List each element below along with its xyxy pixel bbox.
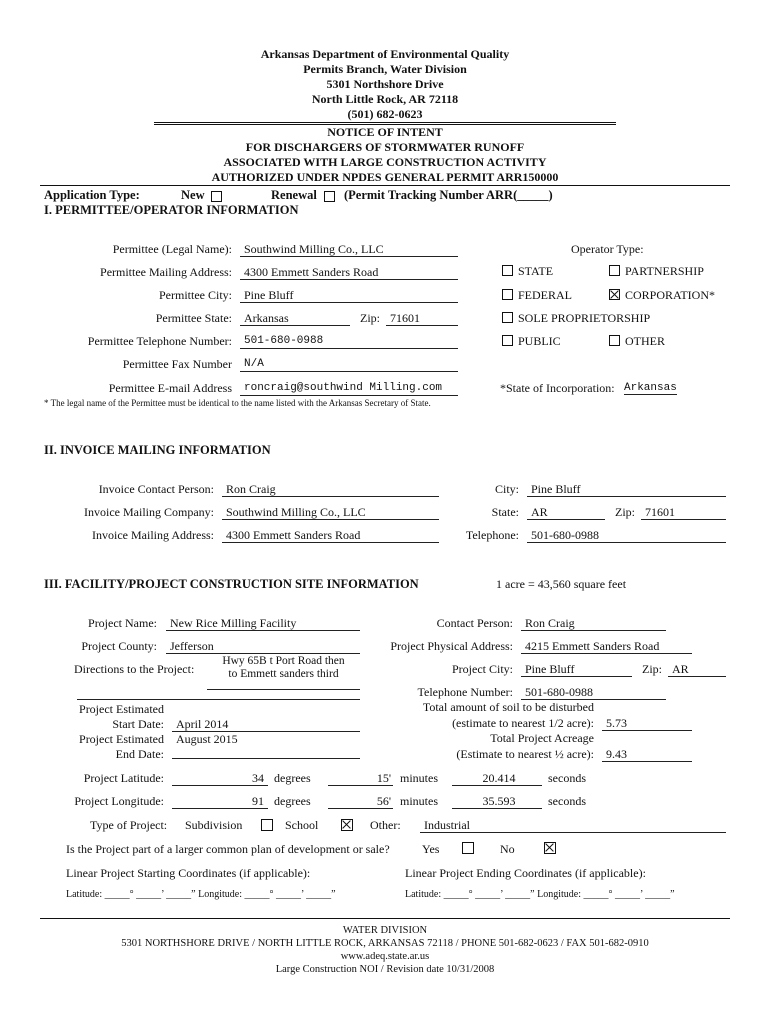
operator-federal-checkbox[interactable] bbox=[502, 289, 513, 300]
section-3-heading: III. FACILITY/PROJECT CONSTRUCTION SITE INFORMATION bbox=[44, 577, 419, 591]
latitude-seconds-field[interactable]: 20.414 bbox=[452, 771, 542, 786]
operator-federal-label: FEDERAL bbox=[518, 288, 572, 302]
section-2-heading: II. INVOICE MAILING INFORMATION bbox=[44, 443, 271, 457]
project-city-label: Project City: bbox=[452, 662, 513, 676]
invoice-company-label: Invoice Mailing Company: bbox=[84, 505, 214, 519]
invoice-zip-label: Zip: bbox=[615, 505, 635, 519]
operator-state-label: STATE bbox=[518, 264, 554, 278]
type-other-label: Other: bbox=[370, 818, 401, 832]
acreage-label-2: (Estimate to nearest ½ acre): bbox=[456, 747, 594, 761]
invoice-phone-label: Telephone: bbox=[465, 528, 519, 542]
invoice-city-field[interactable]: Pine Bluff bbox=[527, 482, 726, 497]
project-address-label: Project Physical Address: bbox=[390, 639, 513, 653]
operator-corporation-label: CORPORATION* bbox=[625, 288, 716, 302]
type-school-label: School bbox=[285, 818, 319, 832]
project-city-field[interactable]: Pine Bluff bbox=[521, 662, 632, 677]
directions-field[interactable] bbox=[207, 655, 360, 690]
plan-no-checkbox[interactable] bbox=[544, 842, 556, 854]
longitude-seconds-label: seconds bbox=[548, 794, 586, 808]
agency-branch: Permits Branch, Water Division bbox=[303, 62, 467, 76]
renewal-label: Renewal bbox=[271, 188, 317, 202]
project-address-field[interactable]: 4215 Emmett Sanders Road bbox=[521, 639, 692, 654]
invoice-company-field[interactable]: Southwind Milling Co., LLC bbox=[222, 505, 439, 520]
operator-public-label: PUBLIC bbox=[518, 334, 561, 348]
end-date-label-2: End Date: bbox=[115, 747, 164, 761]
form-title: NOTICE OF INTENT bbox=[327, 125, 443, 139]
project-county-field[interactable]: Jefferson bbox=[166, 639, 360, 654]
legal-name-footnote: * The legal name of the Permittee must be identical to the name listed with the Arkansas Secretary of State. bbox=[44, 398, 431, 408]
permittee-city-field[interactable]: Pine Bluff bbox=[240, 288, 458, 303]
start-date-label-2: Start Date: bbox=[112, 717, 164, 731]
permittee-state-field[interactable]: Arkansas bbox=[240, 311, 350, 326]
section-1-heading: I. PERMITTEE/OPERATOR INFORMATION bbox=[44, 203, 299, 217]
type-subdivision-checkbox[interactable] bbox=[261, 819, 273, 831]
acre-conversion-note: 1 acre = 43,560 square feet bbox=[496, 577, 627, 591]
operator-state-checkbox[interactable] bbox=[502, 265, 513, 276]
operator-other-checkbox[interactable] bbox=[609, 335, 620, 346]
invoice-contact-label: Invoice Contact Person: bbox=[98, 482, 214, 496]
operator-partnership-checkbox[interactable] bbox=[609, 265, 620, 276]
permittee-phone-field[interactable]: 501-680-0988 bbox=[240, 334, 458, 349]
latitude-label: Project Latitude: bbox=[83, 771, 164, 785]
latitude-minutes-label: minutes bbox=[400, 771, 438, 785]
agency-street: 5301 Northshore Drive bbox=[326, 77, 444, 91]
project-phone-label: Telephone Number: bbox=[417, 685, 513, 699]
directions-line-2: to Emmett sanders third bbox=[228, 668, 339, 680]
project-contact-label: Contact Person: bbox=[436, 616, 513, 630]
latitude-degrees-label: degrees bbox=[274, 771, 311, 785]
form-title-2: FOR DISCHARGERS OF STORMWATER RUNOFF bbox=[245, 140, 525, 154]
project-zip-field[interactable]: AR bbox=[668, 662, 726, 677]
footer-revision: Large Construction NOI / Revision date 10/31/2008 bbox=[275, 964, 495, 975]
permittee-email-field[interactable]: roncraig@southwind Milling.com bbox=[240, 381, 458, 396]
footer-website: www.adeq.state.ar.us bbox=[340, 951, 430, 962]
permittee-email-label: Permittee E-mail Address bbox=[108, 381, 232, 395]
start-date-label-1: Project Estimated bbox=[79, 702, 164, 716]
directions-underline bbox=[77, 699, 360, 700]
permittee-fax-field[interactable]: N/A bbox=[240, 357, 458, 372]
soil-disturbed-field[interactable]: 5.73 bbox=[602, 716, 692, 731]
footer-divider bbox=[40, 918, 730, 919]
project-name-label: Project Name: bbox=[88, 616, 157, 630]
permittee-legal-name-label: Permittee (Legal Name): bbox=[112, 242, 232, 256]
latitude-degrees-field[interactable]: 34 bbox=[172, 771, 268, 786]
header-divider bbox=[154, 122, 616, 123]
application-type-label: Application Type: bbox=[44, 188, 140, 202]
footer-division: WATER DIVISION bbox=[342, 925, 428, 936]
agency-city: North Little Rock, AR 72118 bbox=[311, 92, 459, 106]
type-other-field[interactable]: Industrial bbox=[420, 818, 726, 833]
acreage-field[interactable]: 9.43 bbox=[602, 747, 692, 762]
longitude-minutes-label: minutes bbox=[400, 794, 438, 808]
operator-other-label: OTHER bbox=[625, 334, 665, 348]
type-subdivision-label: Subdivision bbox=[185, 818, 243, 832]
permittee-legal-name-field[interactable]: Southwind Milling Co., LLC bbox=[240, 242, 458, 257]
agency-phone: (501) 682-0623 bbox=[347, 107, 423, 121]
project-name-field[interactable]: New Rice Milling Facility bbox=[166, 616, 360, 631]
latitude-minutes-field[interactable]: 15' bbox=[328, 771, 393, 786]
invoice-state-label: State: bbox=[491, 505, 519, 519]
plan-yes-checkbox[interactable] bbox=[462, 842, 474, 854]
invoice-phone-field[interactable]: 501-680-0988 bbox=[527, 528, 726, 543]
operator-type-label: Operator Type: bbox=[571, 242, 644, 256]
title-divider bbox=[40, 185, 730, 186]
soil-label-2: (estimate to nearest 1/2 acre): bbox=[452, 716, 594, 730]
permittee-zip-field[interactable]: 71601 bbox=[386, 311, 458, 326]
linear-end-coordinates[interactable]: Latitude: _____° _____’ _____” Longitude: _____° _____’ _____” bbox=[405, 889, 675, 900]
linear-end-label: Linear Project Ending Coordinates (if applicable): bbox=[405, 866, 646, 880]
permittee-phone-label: Permittee Telephone Number: bbox=[87, 334, 232, 348]
directions-line-1: Hwy 65B t Port Road then bbox=[222, 655, 345, 667]
project-type-label: Type of Project: bbox=[90, 818, 168, 832]
longitude-label: Project Longitude: bbox=[74, 794, 164, 808]
invoice-address-field[interactable]: 4300 Emmett Sanders Road bbox=[222, 528, 439, 543]
tracking-number-label: (Permit Tracking Number ARR(_____) bbox=[344, 188, 553, 202]
incorporation-field[interactable]: Arkansas bbox=[624, 382, 677, 394]
soil-label-1: Total amount of soil to be disturbed bbox=[422, 700, 594, 714]
operator-partnership-label: PARTNERSHIP bbox=[625, 264, 704, 278]
type-school-checkbox[interactable] bbox=[341, 819, 353, 831]
incorporation-label: *State of Incorporation: bbox=[500, 381, 615, 395]
permittee-fax-label: Permittee Fax Number bbox=[122, 357, 232, 371]
invoice-city-label: City: bbox=[494, 482, 519, 496]
project-county-label: Project County: bbox=[81, 639, 157, 653]
permittee-mailing-label: Permittee Mailing Address: bbox=[100, 265, 232, 279]
invoice-state-field[interactable]: AR bbox=[527, 505, 605, 520]
project-phone-field[interactable]: 501-680-0988 bbox=[521, 685, 666, 700]
permittee-mailing-field[interactable]: 4300 Emmett Sanders Road bbox=[240, 265, 458, 280]
project-zip-label: Zip: bbox=[642, 662, 662, 676]
linear-start-coordinates[interactable]: Latitude: _____° _____’ _____” Longitude: _____° _____’ _____” bbox=[66, 889, 336, 900]
common-plan-question: Is the Project part of a larger common plan of development or sale? bbox=[66, 842, 390, 856]
renewal-checkbox[interactable] bbox=[324, 191, 335, 202]
end-date-label-1: Project Estimated bbox=[79, 732, 164, 746]
invoice-address-label: Invoice Mailing Address: bbox=[92, 528, 214, 542]
start-date-field[interactable]: April 2014 bbox=[172, 717, 360, 732]
latitude-seconds-label: seconds bbox=[548, 771, 586, 785]
plan-no-label: No bbox=[500, 842, 515, 856]
permittee-city-label: Permittee City: bbox=[159, 288, 232, 302]
agency-name: Arkansas Department of Environmental Quality bbox=[260, 47, 510, 61]
end-date-field[interactable]: August 2015 bbox=[172, 732, 360, 759]
form-title-3: ASSOCIATED WITH LARGE CONSTRUCTION ACTIVITY bbox=[223, 155, 547, 169]
form-title-4: AUTHORIZED UNDER NPDES GENERAL PERMIT ARR150000 bbox=[211, 170, 559, 184]
longitude-seconds-field[interactable]: 35.593 bbox=[452, 794, 542, 809]
operator-corporation-checkbox[interactable] bbox=[609, 289, 620, 300]
acreage-label-1: Total Project Acreage bbox=[490, 731, 594, 745]
longitude-degrees-label: degrees bbox=[274, 794, 311, 808]
plan-yes-label: Yes bbox=[422, 842, 440, 856]
invoice-zip-field[interactable]: 71601 bbox=[641, 505, 726, 520]
directions-label: Directions to the Project: bbox=[74, 662, 195, 676]
longitude-degrees-field[interactable]: 91 bbox=[172, 794, 268, 809]
new-checkbox[interactable] bbox=[211, 191, 222, 202]
new-label: New bbox=[181, 188, 205, 202]
invoice-contact-field[interactable]: Ron Craig bbox=[222, 482, 439, 497]
operator-public-checkbox[interactable] bbox=[502, 335, 513, 346]
longitude-minutes-field[interactable]: 56' bbox=[328, 794, 393, 809]
project-contact-field[interactable]: Ron Craig bbox=[521, 616, 666, 631]
footer-address: 5301 NORTHSHORE DRIVE / NORTH LITTLE ROCK, ARKANSAS 72118 / PHONE 501-682-0623 / FAX 501-682-0910 bbox=[121, 938, 649, 949]
operator-sole-checkbox[interactable] bbox=[502, 312, 513, 323]
linear-start-label: Linear Project Starting Coordinates (if applicable): bbox=[66, 866, 311, 880]
permittee-state-label: Permittee State: bbox=[155, 311, 232, 325]
operator-sole-label: SOLE PROPRIETORSHIP bbox=[518, 311, 651, 325]
permittee-zip-label: Zip: bbox=[360, 311, 380, 325]
